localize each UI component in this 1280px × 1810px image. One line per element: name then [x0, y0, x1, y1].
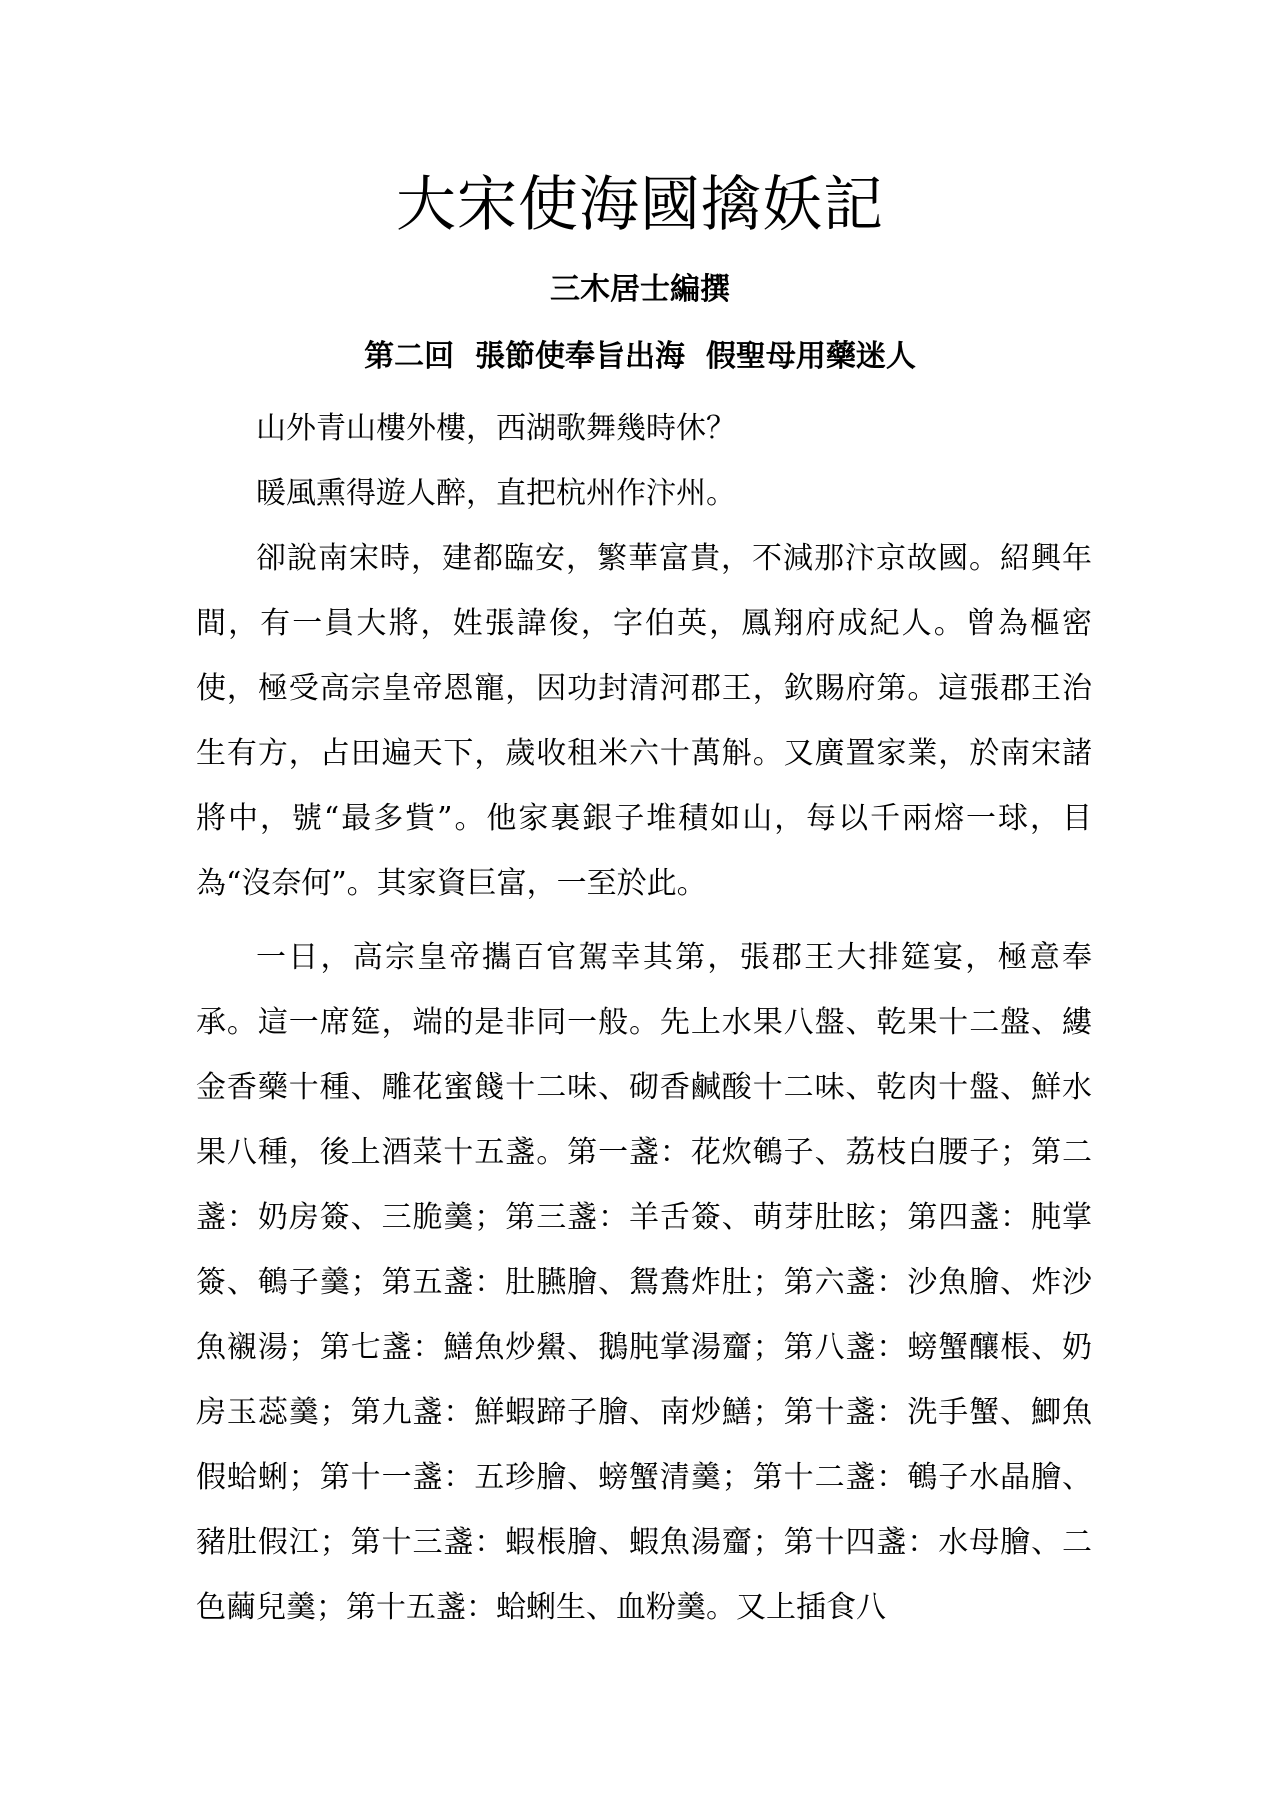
document-title: 大宋使海國擒妖記: [396, 170, 884, 240]
paragraph: 卻說南宋時，建都臨安，繁華富貴，不減那汴京故國。紹興年間，有一員大將，姓張諱俊，字伯英，鳳翔府成紀人。曾為樞密使，極受高宗皇帝恩寵，因功封清河郡王，欽賜府第。這張郡王治生有方，占田遍天下，歲收租米六十萬斛。又廣置家業，於南宋諸將中，號“最多貲”。他家裏銀子堆積如山，每以千兩熔一球，目為“沒奈何”。其家資巨富，一至於此。: [196, 541, 1092, 901]
chapter-heading: 第二回 張節使奉旨出海 假聖母用藥迷人: [364, 339, 916, 374]
poem-line: 山外青山樓外樓，西湖歌舞幾時休？: [256, 411, 736, 446]
author-line: 三木居士編撰: [550, 272, 730, 307]
poem-line: 暖風熏得遊人醉，直把杭州作汴州。: [256, 476, 736, 511]
paragraph: 一日，高宗皇帝攜百官駕幸其第，張郡王大排筵宴，極意奉承。這一席筵，端的是非同一般。先上水果八盤、乾果十二盤、縷金香藥十種、雕花蜜餞十二味、砌香鹹酸十二味、乾肉十盤、鮮水果八種，後上酒菜十五盞。第一盞：花炊鵪子、荔枝白腰子；第二盞：奶房簽、三脆羹；第三盞：羊舌簽、萌芽肚眩；第四盞：肫掌簽、鵪子羹；第五盞：肚臙膾、鴛鴦炸肚；第六盞：沙魚膾、炸沙魚襯湯；第七盞：鱔魚炒鱟、鵝肫掌湯齏；第八盞：螃蟹釀棖、奶房玉蕊羹；第九盞：鮮蝦蹄子膾、南炒鱔；第十盞：洗手蟹、鯽魚假蛤蜊；第十一盞：五珍膾、螃蟹清羹；第十二盞：鵪子水晶膾、豬肚假江；第十三盞：蝦棖膾、蝦魚湯齏；第十四盞：水母膾、二色繭兒羹；第十五盞：蛤蜊生、血粉羹。又上插食八: [196, 940, 1092, 1625]
document-body: [196, 396, 1092, 1640]
